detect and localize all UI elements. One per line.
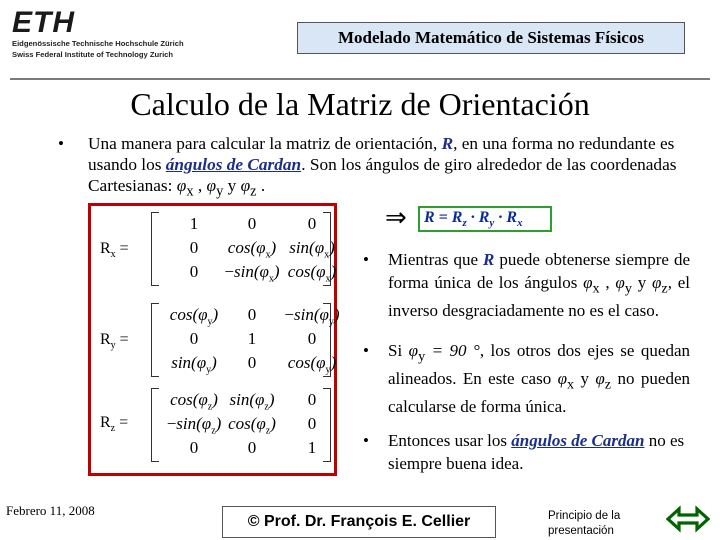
- course-title: Modelado Matemático de Sistemas Físicos: [338, 28, 644, 47]
- rz-cell: $\cos(\varphi_z)$: [170, 390, 218, 413]
- rz-cell: $\sin(\varphi_z)$: [229, 390, 275, 413]
- rx-cell: 0: [307, 214, 317, 233]
- intro-bullet-marker: •: [58, 134, 64, 153]
- ry-cell: 0: [247, 305, 257, 324]
- double-arrow-icon[interactable]: [666, 505, 710, 533]
- cardan-term: ángulos de Cardan: [165, 155, 302, 174]
- rx-cell: $\cos(\varphi_x)$: [287, 262, 337, 285]
- page-title: Calculo de la Matriz de Orientación: [130, 86, 590, 122]
- logo-line-2: Swiss Federal Institute of Technology Zurich: [12, 50, 174, 59]
- ry-cell: 0: [247, 353, 257, 372]
- ry-cell: $\cos(\varphi_y)$: [287, 353, 337, 376]
- rx-left-bracket: [151, 212, 159, 286]
- implies-symbol: ⇒: [385, 203, 407, 232]
- bullet-marker: •: [363, 341, 369, 360]
- rx-label: $R_x$ =: [100, 240, 129, 261]
- rz-cell: 0: [247, 438, 257, 457]
- intro-paragraph: Una manera para calcular la matriz de orientación, R, en una forma no redundante es usando los ángulos de Cardan. Son los ángulos de giro alrededor de las coordenadas Cartesianas: $\varphi_x$ , $\varphi_y$ y $\varphi_z$ .: [88, 134, 677, 200]
- rotation-matrices-panel: [88, 203, 340, 476]
- composition-formula: $R = R_z \cdot R_y \cdot R_x$: [424, 209, 523, 230]
- bullet-uniqueness: Mientras que R puede obtenerse siempre de forma única de los ángulos $\varphi_x$ , $\varphi_y$ y $\varphi_z$, el inverso desgraciadamente no es el caso.: [388, 250, 690, 320]
- start-of-presentation-link[interactable]: Principio de la presentación: [548, 510, 621, 537]
- footer-date: Febrero 11, 2008: [6, 503, 95, 518]
- author-credit: © Prof. Dr. François E. Cellier: [247, 513, 471, 530]
- ry-cell: $\sin(\varphi_y)$: [171, 353, 217, 376]
- r-symbol: R: [441, 134, 454, 153]
- rz-cell: $-\sin(\varphi_z)$: [166, 414, 222, 437]
- bullet-marker: •: [363, 250, 369, 269]
- ry-cell: 0: [189, 329, 199, 348]
- rz-label: $R_z$ =: [100, 414, 129, 435]
- ry-cell: $\cos(\varphi_y)$: [169, 305, 219, 328]
- ry-cell: $-\sin(\varphi_y)$: [284, 305, 340, 328]
- rx-cell: 0: [189, 262, 199, 281]
- rz-cell: 0: [189, 438, 199, 457]
- ry-left-bracket: [151, 303, 159, 377]
- logo-line-1: Eidgenössische Technische Hochschule Zürich: [12, 39, 184, 48]
- rz-cell: 0: [307, 390, 317, 409]
- rz-cell: $\cos(\varphi_z)$: [228, 414, 276, 437]
- rx-cell: 0: [247, 214, 257, 233]
- bullet-conclusion: Entonces usar los ángulos de Cardan no es siempre buena idea.: [388, 431, 685, 473]
- rz-cell: 1: [307, 438, 317, 457]
- ry-cell: 0: [307, 329, 317, 348]
- rz-cell: 0: [307, 414, 317, 433]
- rz-left-bracket: [151, 388, 159, 462]
- header-divider: [10, 78, 710, 80]
- ry-label: $R_y$ =: [100, 331, 129, 352]
- ry-cell: 1: [247, 329, 257, 348]
- bullet-gimbal-lock: Si $\varphi_y = 90$ °, los otros dos ejes se quedan alineados. En este caso $\varphi_x$ y $\varphi_z$ no pueden calcularse de forma única.: [388, 341, 690, 417]
- rx-cell: 0: [189, 238, 199, 257]
- rx-cell: $-\sin(\varphi_x)$: [224, 262, 280, 285]
- course-title-box: [297, 22, 685, 54]
- rx-cell: $\sin(\varphi_x)$: [289, 238, 335, 261]
- eth-logo: ETH: [12, 6, 75, 39]
- rx-cell: 1: [189, 214, 199, 233]
- author-box: [222, 506, 496, 538]
- bullet-marker: •: [363, 431, 369, 450]
- rx-cell: $\cos(\varphi_x)$: [227, 238, 277, 261]
